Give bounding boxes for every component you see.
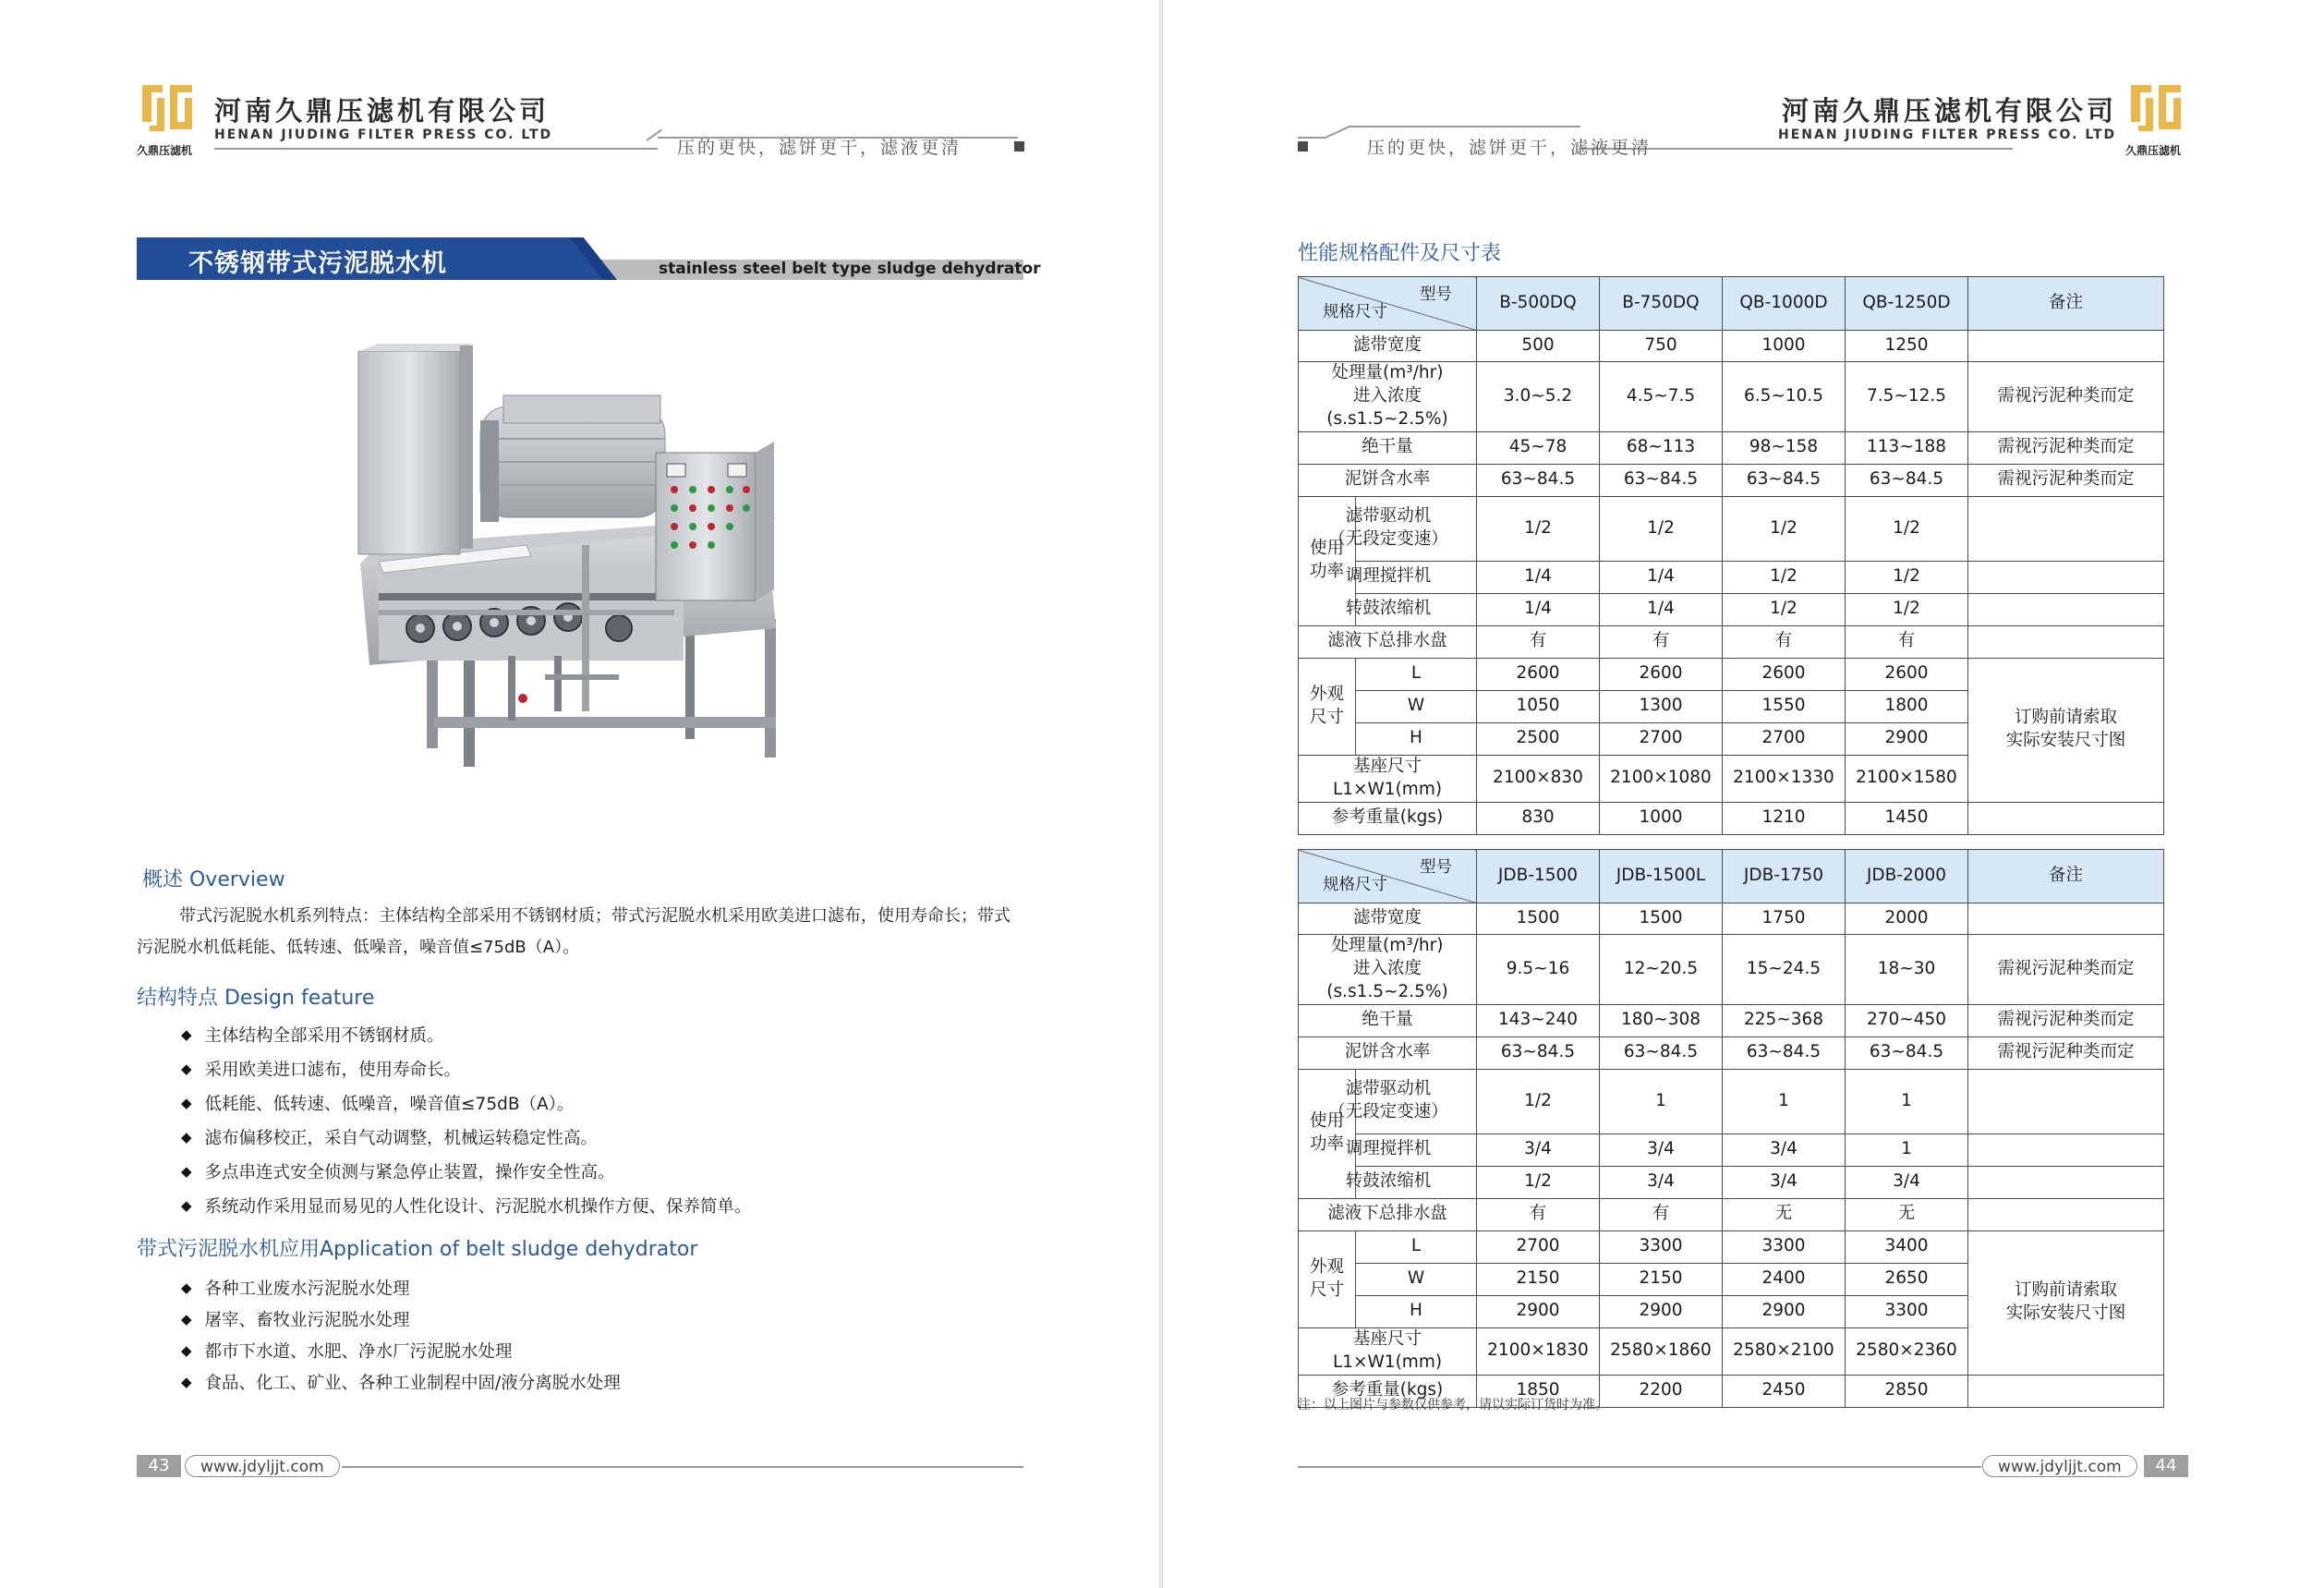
table-row (1299, 1230, 2164, 1263)
model-header: QB-1000D (1723, 277, 1846, 331)
header-square-marker (1298, 141, 1308, 152)
table-cell: 需视污泥种类而定 (1968, 362, 2164, 432)
table-row (1299, 1166, 2164, 1198)
table-cell: 1210 (1723, 802, 1846, 834)
cell-text: 多点串连式安全侦测与紧急停止装置，操作安全性高。 (204, 1162, 615, 1182)
table-cell: 2100×1330 (1723, 755, 1846, 802)
table-cell: 2900 (1723, 1295, 1846, 1327)
table-cell: 1 (1723, 1069, 1846, 1133)
table-cell (1299, 362, 1477, 432)
footer-divider (1298, 1466, 1981, 1468)
table-cell: 需视污泥种类而定 (1968, 464, 2164, 496)
list-item (181, 1303, 621, 1335)
table-cell: 1/4 (1600, 593, 1723, 625)
cell-text: 进入浓度(s.s1.5~2.5%) (1326, 958, 1448, 1001)
overview-text: 带式污泥脱水机系列特点：主体结构全部采用不锈钢材质；带式污泥脱水机采用欧美进口滤布，使用寿命长；带式污泥脱水机低耗能、低转速、低噪音，噪音值≤75dB（A）。 (137, 906, 1011, 957)
table-cell: 3/4 (1846, 1166, 1968, 1198)
cell-text: 调理搅拌机 (1345, 1139, 1432, 1159)
table-cell: 3400 (1846, 1230, 1968, 1263)
table-cell: 有 (1477, 625, 1600, 658)
table-cell: 2580×2100 (1723, 1327, 1846, 1375)
table-cell: W (1356, 690, 1477, 722)
table-cell: 1300 (1600, 690, 1723, 722)
table-cell: 3.0~5.2 (1477, 362, 1600, 432)
diamond-bullet-icon: ◆ (181, 1060, 192, 1077)
cell-text: 主体结构全部采用不锈钢材质。 (204, 1025, 444, 1046)
table-cell: 143~240 (1477, 1004, 1600, 1036)
table-cell: 1/2 (1846, 561, 1968, 593)
right-page (1163, 0, 2324, 1588)
table-cell: 2600 (1600, 658, 1723, 690)
list-item (181, 1051, 752, 1085)
table-cell: 830 (1477, 802, 1600, 834)
table-cell: 1/2 (1846, 496, 1968, 561)
notes-header: 备注 (1968, 850, 2164, 903)
table-cell: L (1356, 1230, 1477, 1263)
table-cell: 1/2 (1477, 496, 1600, 561)
product-title-en: stainless steel belt type sludge dehydrator (659, 260, 1041, 278)
table-cell: 1/2 (1477, 1166, 1600, 1198)
table-cell: 1/2 (1600, 496, 1723, 561)
table-cell: 有 (1723, 625, 1846, 658)
drum-label-cell (1345, 1166, 1477, 1198)
cell-text: 系统动作采用显而易见的人性化设计、污泥脱水机操作方便、保养简单。 (204, 1196, 752, 1217)
table-cell: 68~113 (1600, 431, 1723, 464)
model-header: JDB-2000 (1846, 850, 1968, 903)
table-cell: 需视污泥种类而定 (1968, 935, 2164, 1005)
table-cell: 2700 (1477, 1230, 1600, 1263)
table-cell: 1000 (1723, 331, 1846, 362)
cell-text: 使用 (1309, 539, 1344, 559)
table-cell (1968, 658, 2164, 802)
notes-header: 备注 (1968, 277, 2164, 331)
table-cell: 2580×2360 (1846, 1327, 1968, 1375)
table-cell: 2900 (1477, 1295, 1600, 1327)
table-cell: 需视污泥种类而定 (1968, 1036, 2164, 1069)
table-row (1299, 1069, 2164, 1133)
diamond-bullet-icon: ◆ (181, 1094, 192, 1111)
table-cell: 3300 (1723, 1230, 1846, 1263)
table-header-row (1299, 277, 2164, 331)
table-cell: 1050 (1477, 690, 1600, 722)
diamond-bullet-icon: ◆ (181, 1128, 192, 1146)
spec-table-title: 性能规格配件及尺寸表 (1298, 242, 1502, 265)
table-cell: 2900 (1846, 722, 1968, 755)
table-cell: 1/2 (1723, 593, 1846, 625)
belt-motor-label-cell (1328, 496, 1477, 561)
table-cell: 2400 (1723, 1263, 1846, 1295)
table-cell: 63~84.5 (1846, 464, 1968, 496)
table-cell: 有 (1477, 1198, 1600, 1230)
list-item (181, 1335, 621, 1366)
table-row (1299, 1004, 2164, 1036)
table-cell: 有 (1846, 625, 1968, 658)
table-cell: 1450 (1846, 802, 1968, 834)
list-item (181, 1366, 621, 1398)
header-divider (1298, 137, 1325, 139)
table-cell (1968, 496, 2164, 561)
table-cell: 500 (1477, 331, 1600, 362)
cell-text: 功率 (1309, 562, 1344, 582)
table-cell: 1/4 (1600, 561, 1723, 593)
cell-text: （无段定变速） (1328, 529, 1448, 550)
list-item (181, 1154, 752, 1188)
table-cell: 63~84.5 (1600, 464, 1723, 496)
table-cell (1968, 561, 2164, 593)
table-row (1299, 496, 2164, 561)
table-cell: 参考重量(kgs) (1299, 1375, 1477, 1407)
table-row (1299, 1036, 2164, 1069)
table-cell: 2450 (1723, 1375, 1846, 1407)
table-cell: 2700 (1723, 722, 1846, 755)
cell-text: 各种工业废水污泥脱水处理 (204, 1279, 410, 1299)
table-cell: 2100×1080 (1600, 755, 1723, 802)
table-cell: H (1356, 1295, 1477, 1327)
table-header-row (1299, 850, 2164, 903)
cell-text: 外观 (1309, 684, 1344, 704)
company-logo (139, 79, 196, 137)
table-cell: 1/2 (1477, 1069, 1600, 1133)
table-cell: 3/4 (1723, 1166, 1846, 1198)
list-item (181, 1085, 752, 1120)
mixer-label-cell (1345, 1133, 1477, 1166)
table-cell: 1/2 (1723, 561, 1846, 593)
logo-caption: 久鼎压滤机 (2125, 144, 2182, 157)
table-cell (1968, 1069, 2164, 1133)
table-cell: 225~368 (1723, 1004, 1846, 1036)
table-row (1299, 935, 2164, 1005)
table-cell: 2700 (1600, 722, 1723, 755)
cell-text: 采用欧美进口滤布，使用寿命长。 (204, 1060, 462, 1080)
cell-text: 型号 (1420, 285, 1452, 304)
design-heading: 结构特点 Design feature (137, 987, 375, 1010)
cell-text: 订购前请索取 (2014, 708, 2117, 728)
diamond-bullet-icon: ◆ (181, 1311, 192, 1327)
model-header: B-500DQ (1477, 277, 1600, 331)
table-cell: 1/4 (1477, 593, 1600, 625)
table-cell: 18~30 (1846, 935, 1968, 1005)
spec-header-cell (1299, 277, 1477, 331)
table-cell: 9.5~16 (1477, 935, 1600, 1005)
table-cell: 有 (1600, 1198, 1723, 1230)
table-cell: 63~84.5 (1846, 1036, 1968, 1069)
cell-text: 规格尺寸 (1323, 876, 1387, 895)
table-cell (1968, 331, 2164, 362)
model-header: JDB-1750 (1723, 850, 1846, 903)
company-logo (2127, 79, 2185, 137)
slogan: 压的更快，滤饼更干，滤液更清 (677, 138, 962, 158)
header-divider (214, 148, 658, 150)
table-cell: 基座尺寸L1×W1(mm) (1299, 1327, 1477, 1375)
table-cell: 2580×1860 (1600, 1327, 1723, 1375)
table-cell: 1 (1600, 1069, 1723, 1133)
cell-text: 处理量(m³/hr) (1331, 936, 1444, 955)
website-url[interactable]: www.jdyljjt.com (185, 1455, 340, 1477)
table-cell: 1000 (1600, 802, 1723, 834)
list-item (181, 1272, 621, 1303)
model-header: JDB-1500 (1477, 850, 1600, 903)
list-item (181, 1017, 752, 1051)
model-header: JDB-1500L (1600, 850, 1723, 903)
table-cell: 45~78 (1477, 431, 1600, 464)
model-header: QB-1250D (1846, 277, 1968, 331)
table-row (1299, 464, 2164, 496)
cell-text: 转鼓浓缩机 (1345, 1171, 1432, 1192)
table-cell (1968, 1133, 2164, 1166)
table-cell: 98~158 (1723, 431, 1846, 464)
table-cell (1968, 1375, 2164, 1407)
design-feature-list (181, 1017, 752, 1222)
table-cell: 滤液下总排水盘 (1299, 625, 1477, 658)
cell-text: 转鼓浓缩机 (1345, 599, 1432, 619)
slogan: 压的更快，滤饼更干，滤液更清 (1367, 138, 1652, 158)
spec-table-2 (1298, 849, 2164, 1408)
table-cell: 有 (1600, 625, 1723, 658)
table-cell: 1250 (1846, 331, 1968, 362)
header-square-marker (1014, 141, 1024, 152)
table-cell: 1/2 (1723, 496, 1846, 561)
left-page (0, 0, 1159, 1588)
cell-text: 实际安装尺寸图 (2005, 731, 2126, 751)
table-cell: 3/4 (1600, 1133, 1723, 1166)
cell-text: 尺寸 (1309, 1279, 1344, 1300)
cell-text: 调理搅拌机 (1345, 566, 1432, 587)
table-cell: 3/4 (1723, 1133, 1846, 1166)
table-cell: 1550 (1723, 690, 1846, 722)
diamond-bullet-icon: ◆ (181, 1025, 192, 1043)
table-cell: 需视污泥种类而定 (1968, 1004, 2164, 1036)
company-name-en: HENAN JIUDING FILTER PRESS CO. LTD (214, 127, 553, 142)
table-cell: 63~84.5 (1477, 1036, 1600, 1069)
table-cell: 1/4 (1477, 561, 1600, 593)
diamond-bullet-icon: ◆ (181, 1374, 192, 1390)
table-cell: 需视污泥种类而定 (1968, 431, 2164, 464)
application-heading: 带式污泥脱水机应用Application of belt sludge dehydrator (137, 1238, 698, 1261)
cell-text: 外观 (1309, 1256, 1344, 1277)
table-cell: 1850 (1477, 1375, 1600, 1407)
table-cell: 滤液下总排水盘 (1299, 1198, 1477, 1230)
table-row (1299, 431, 2164, 464)
table-cell: 63~84.5 (1477, 464, 1600, 496)
table-cell: 12~20.5 (1600, 935, 1723, 1005)
table-cell: 63~84.5 (1723, 464, 1846, 496)
table-row (1299, 1198, 2164, 1230)
cell-text: 低耗能、低转速、低噪音，噪音值≤75dB（A）。 (204, 1094, 575, 1114)
table-cell: 绝干量 (1299, 1004, 1477, 1036)
table-cell (1968, 802, 2164, 834)
footer-divider (342, 1466, 1023, 1468)
product-title-cn: 不锈钢带式污泥脱水机 (188, 249, 447, 278)
cell-text: 订购前请索取 (2014, 1280, 2117, 1301)
cell-text: 型号 (1420, 858, 1452, 877)
table-cell: 1 (1846, 1133, 1968, 1166)
cell-text: 屠宰、畜牧业污泥脱水处理 (204, 1311, 410, 1330)
table-cell: 滤带宽度 (1299, 903, 1477, 935)
table-row (1299, 362, 2164, 432)
website-url[interactable]: www.jdyljjt.com (1982, 1455, 2137, 1477)
table-cell: 1500 (1600, 903, 1723, 935)
header-divider (1325, 125, 1351, 138)
table-cell: L (1356, 658, 1477, 690)
list-item (181, 1188, 752, 1222)
table-cell: 63~84.5 (1600, 1036, 1723, 1069)
table-cell (1968, 903, 2164, 935)
table-row (1299, 593, 2164, 625)
table-row (1299, 802, 2164, 834)
cell-text: 尺寸 (1309, 707, 1344, 727)
table-cell (1968, 1166, 2164, 1198)
overview-heading: 概述 Overview (142, 868, 285, 891)
table-row (1299, 625, 2164, 658)
table-cell: 3300 (1600, 1230, 1723, 1263)
table-cell: H (1356, 722, 1477, 755)
company-name-en: HENAN JIUDING FILTER PRESS CO. LTD (1778, 127, 2117, 142)
table-cell: 滤带宽度 (1299, 331, 1477, 362)
table-cell: 3300 (1846, 1295, 1968, 1327)
table-cell (1968, 1230, 2164, 1375)
table-cell: 基座尺寸L1×W1(mm) (1299, 755, 1477, 802)
page-number: 44 (2144, 1455, 2188, 1477)
table-cell: 270~450 (1846, 1004, 1968, 1036)
application-list (181, 1272, 621, 1398)
table-cell: 2100×1580 (1846, 755, 1968, 802)
cell-text: （无段定变速） (1328, 1102, 1448, 1122)
table-cell: 泥饼含水率 (1299, 1036, 1477, 1069)
cell-text: 实际安装尺寸图 (2005, 1303, 2126, 1324)
table-cell: 3/4 (1477, 1133, 1600, 1166)
table-row (1299, 561, 2164, 593)
spec-header-cell (1299, 850, 1477, 903)
table-cell: 2600 (1477, 658, 1600, 690)
cell-text: 进入浓度(s.s1.5~2.5%) (1326, 385, 1448, 429)
table-cell: 4.5~7.5 (1600, 362, 1723, 432)
cell-text: 功率 (1309, 1134, 1344, 1155)
table-cell (1299, 1230, 1356, 1327)
cell-text: 滤带驱动机 (1345, 506, 1432, 527)
diamond-bullet-icon: ◆ (181, 1196, 192, 1214)
table-cell: 2900 (1600, 1295, 1723, 1327)
table-cell: 无 (1846, 1198, 1968, 1230)
table-cell: 750 (1600, 331, 1723, 362)
diamond-bullet-icon: ◆ (181, 1162, 192, 1180)
model-header: B-750DQ (1600, 277, 1723, 331)
diamond-bullet-icon: ◆ (181, 1279, 192, 1296)
table-cell: 2500 (1477, 722, 1600, 755)
table-cell: 绝干量 (1299, 431, 1477, 464)
table-cell: 1800 (1846, 690, 1968, 722)
drum-label-cell (1345, 593, 1477, 625)
table-cell: 2600 (1723, 658, 1846, 690)
list-item (181, 1120, 752, 1154)
product-image (342, 351, 850, 785)
table-cell: 2150 (1477, 1263, 1600, 1295)
table-cell: 无 (1723, 1198, 1846, 1230)
mixer-label-cell (1345, 561, 1477, 593)
cell-text: 处理量(m³/hr) (1331, 363, 1444, 382)
table-cell: 15~24.5 (1723, 935, 1846, 1005)
table-cell: 3/4 (1600, 1166, 1723, 1198)
cell-text: 使用 (1309, 1111, 1344, 1132)
table-cell: 2150 (1600, 1263, 1723, 1295)
cell-text: 规格尺寸 (1323, 303, 1387, 322)
table-cell: 1500 (1477, 903, 1600, 935)
table-row (1299, 658, 2164, 690)
table-cell: 113~188 (1846, 431, 1968, 464)
table-cell: 2600 (1846, 658, 1968, 690)
table-cell: 2200 (1600, 1375, 1723, 1407)
table-cell: 2650 (1846, 1263, 1968, 1295)
table-cell: W (1356, 1263, 1477, 1295)
spec-table-1 (1298, 276, 2164, 835)
cell-text: 滤带驱动机 (1345, 1079, 1432, 1099)
cell-text: 都市下水道、水肥、净水厂污泥脱水处理 (204, 1342, 513, 1362)
table-cell (1968, 1198, 2164, 1230)
table-cell: 2100×830 (1477, 755, 1600, 802)
table-cell: 1750 (1723, 903, 1846, 935)
belt-motor-label-cell (1328, 1069, 1477, 1133)
table-cell: 7.5~12.5 (1846, 362, 1968, 432)
table-row (1299, 331, 2164, 362)
table-cell: 63~84.5 (1723, 1036, 1846, 1069)
table-row (1299, 1133, 2164, 1166)
table-cell: 2850 (1846, 1375, 1968, 1407)
table-cell: 泥饼含水率 (1299, 464, 1477, 496)
diamond-bullet-icon: ◆ (181, 1342, 192, 1359)
header-divider (646, 129, 662, 141)
table-cell (1968, 593, 2164, 625)
table-cell: 2000 (1846, 903, 1968, 935)
cell-text: 食品、化工、矿业、各种工业制程中固/液分离脱水处理 (204, 1374, 621, 1393)
table-cell (1968, 625, 2164, 658)
cell-text: 滤布偏移校正，采自气动调整，机械运转稳定性高。 (204, 1128, 599, 1148)
company-name-cn: 河南久鼎压滤机有限公司 (1782, 95, 2118, 127)
table-cell (1299, 658, 1356, 755)
disclaimer-note: 注：以上图片与参数仅供参考，请以实际订货时为准。 (1298, 1398, 1608, 1412)
table-cell (1299, 935, 1477, 1005)
header-divider (1350, 126, 1580, 127)
table-cell: 参考重量(kgs) (1299, 802, 1477, 834)
table-cell: 6.5~10.5 (1723, 362, 1846, 432)
table-cell: 1 (1846, 1069, 1968, 1133)
logo-caption: 久鼎压滤机 (137, 144, 193, 157)
table-cell: 2100×1830 (1477, 1327, 1600, 1375)
table-cell: 1/2 (1846, 593, 1968, 625)
table-cell: 180~308 (1600, 1004, 1723, 1036)
company-name-cn: 河南久鼎压滤机有限公司 (214, 95, 551, 127)
page-number: 43 (137, 1455, 181, 1477)
product-title-banner (137, 237, 1041, 280)
table-row (1299, 903, 2164, 935)
